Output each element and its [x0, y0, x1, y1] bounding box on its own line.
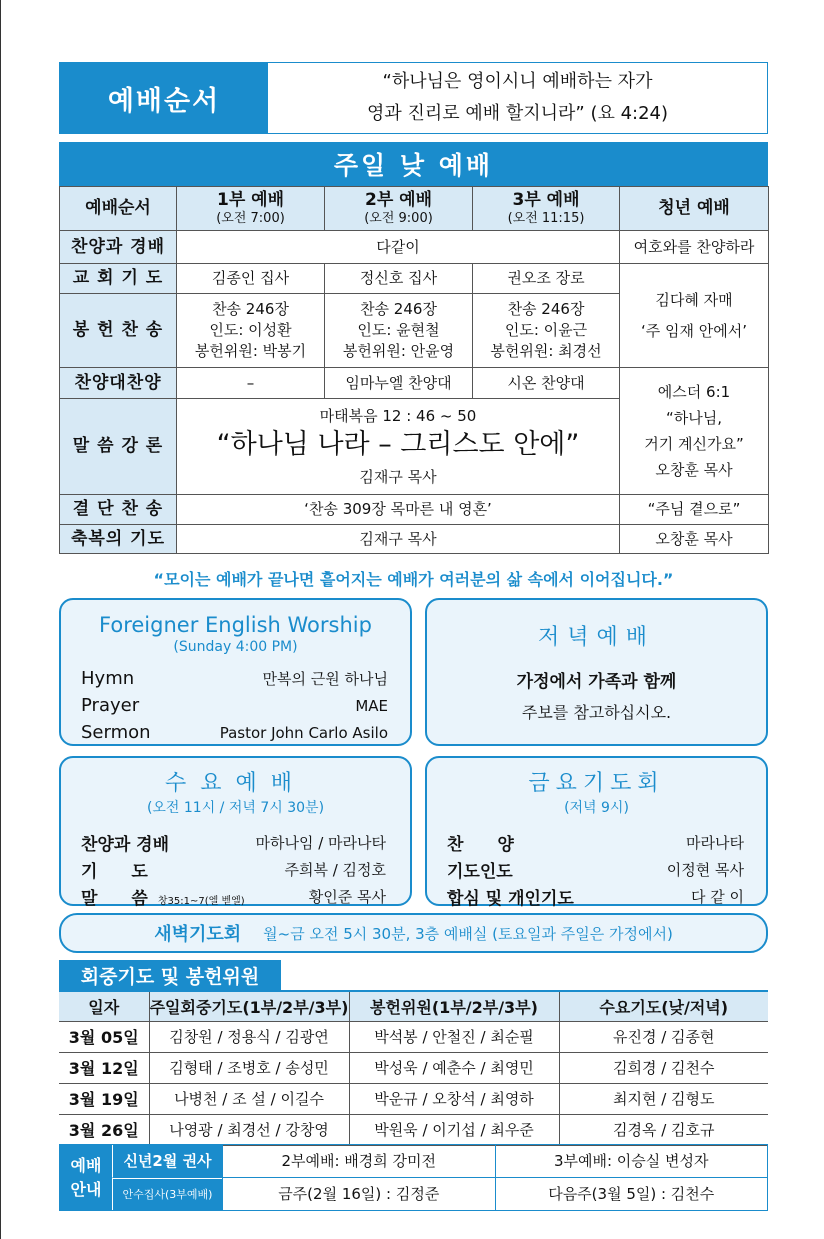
cell: 김희경 / 김천수: [559, 1052, 768, 1083]
wednesday-rows: [81, 829, 386, 910]
guide-cell: 3부예배: 이승실 변성자: [495, 1145, 768, 1178]
column-header: 1부 예배 (오전 7:00): [177, 187, 325, 231]
cell: 나영광 / 최경선 / 강창영: [149, 1114, 349, 1145]
cell: 박성욱 / 예춘수 / 최영민: [349, 1052, 559, 1083]
sermon-title: “하나님 나라 – 그리스도 안에”: [216, 428, 580, 460]
cell: –: [177, 368, 325, 399]
cell: 김종인 집사: [177, 264, 325, 294]
table-row: [60, 231, 769, 264]
cell-line: 찬송 246장: [212, 300, 289, 318]
cell-line: 오창훈 목사: [655, 461, 733, 479]
cell-line: 봉헌위원: 안윤영: [342, 342, 455, 360]
english-time: (Sunday 4:00 PM): [173, 639, 298, 655]
cell: 김창원 / 정용식 / 김광연: [149, 1021, 349, 1052]
english-title: Foreigner English Worship: [99, 613, 372, 637]
cell-line: ‘주 임재 안에서’: [640, 321, 747, 340]
column-header: 봉헌위원(1부/2부/3부): [349, 991, 559, 1021]
list-item: 찬 양 마라나타: [447, 834, 744, 855]
list-item: 합심 및 개인기도 다 같 이: [447, 888, 744, 909]
cell-line: 인도: 이성환: [209, 321, 292, 339]
sunday-table: [59, 186, 769, 554]
table-row: [60, 264, 769, 294]
list-item: Sermon Pastor John Carlo Asilo: [81, 722, 388, 743]
table-row: [60, 495, 769, 525]
row-label: 찬양대찬양: [60, 368, 177, 399]
cell: 3월 19일: [59, 1083, 149, 1114]
table-row: [60, 525, 769, 554]
guide-row-label: 신년2월 권사: [112, 1145, 222, 1178]
cell: 김형태 / 조병호 / 송성민: [149, 1052, 349, 1083]
column-header: 청년 예배: [620, 187, 769, 231]
row-label: 축복의 기도: [60, 525, 177, 554]
cell: [177, 294, 325, 368]
cell: 권오조 장로: [473, 264, 620, 294]
dawn-prayer-box: [59, 913, 768, 953]
evening-line: 주보를 참고하십시오.: [521, 703, 672, 722]
row-label: 말 씀 강 론: [60, 399, 177, 495]
wednesday-title: 수요예배: [164, 771, 306, 796]
cell: 박운규 / 오창석 / 최영하: [349, 1083, 559, 1114]
dawn-detail: 월~금 오전 5시 30분, 3층 예배실 (토요일과 주일은 가정에서): [263, 924, 673, 943]
row-label: 교 회 기 도: [60, 264, 177, 294]
column-header: 수요기도(낮/저녁): [559, 991, 768, 1021]
list-item: 기도인도 이정현 목사: [447, 861, 744, 882]
table-row: [59, 1052, 768, 1083]
cell: [473, 294, 620, 368]
column-header: 3부 예배 (오전 11:15): [473, 187, 620, 231]
row-label: 봉 헌 찬 송: [60, 294, 177, 368]
cell: 유진경 / 김종현: [559, 1021, 768, 1052]
row-label: 찬양과 경배: [60, 231, 177, 264]
cell-line: 인도: 이윤근: [504, 321, 588, 339]
cell: [620, 264, 769, 368]
cell: 박원욱 / 이기섭 / 최우준: [349, 1114, 559, 1145]
header-verse: [268, 63, 767, 133]
cell: 3월 05일: [59, 1021, 149, 1052]
worship-guide: [59, 1144, 768, 1211]
guide-label-line: 안내: [70, 1179, 102, 1199]
table-row: [60, 368, 769, 399]
guide-cell: 금주(2월 16일) : 김정준: [222, 1178, 495, 1211]
cell-line: 찬송 246장: [360, 300, 437, 318]
guide-row-label: 안수집사(3부예배): [112, 1178, 222, 1211]
cell: [177, 399, 620, 495]
cell-line: 찬송 246장: [507, 300, 585, 318]
cell-line: 봉헌위원: 최경선: [490, 342, 602, 360]
column-header: 주일회중기도(1부/2부/3부): [149, 991, 349, 1021]
evening-title: 저녁예배: [537, 625, 655, 650]
list-item: 찬양과 경배 마하나임 / 마라나타: [81, 834, 386, 855]
table-header-row: [60, 187, 769, 231]
friday-time: (저녁 9시): [564, 800, 629, 816]
wednesday-time: (오전 11시 / 저녁 7시 30분): [146, 800, 325, 816]
cell-line: 에스더 6:1: [657, 383, 731, 401]
cell: 여호와를 찬양하라: [620, 231, 769, 264]
cell-line: 인도: 윤현철: [357, 321, 440, 339]
english-worship-box: [59, 598, 412, 746]
table-row: [59, 1083, 768, 1114]
cell: 김경옥 / 김호규: [559, 1114, 768, 1145]
motto: “모이는 예배가 끝나면 흩어지는 예배가 여러분의 삶 속에서 이어집니다.”: [153, 570, 674, 589]
verse-line: 영과 진리로 예배 할지니라” (요 4:24): [366, 103, 669, 124]
row-label: 결 단 찬 송: [60, 495, 177, 525]
friday-prayer-box: [425, 756, 768, 909]
dawn-title: 새벽기도회: [154, 924, 242, 945]
cell: [325, 294, 473, 368]
cell: “주님 곁으로”: [620, 495, 769, 525]
cell: 최지현 / 김형도: [559, 1083, 768, 1114]
english-rows: [81, 665, 388, 746]
evening-worship-box: [425, 598, 768, 746]
guide-label: [60, 1145, 112, 1210]
list-item: Hymn 만복의 근원 하나님: [81, 668, 388, 689]
page-border: [0, 0, 1, 1239]
cell: 임마누엘 찬양대: [325, 368, 473, 399]
table-header-row: [59, 991, 768, 1021]
cell: 다같이: [177, 231, 620, 264]
guide-grid: [112, 1145, 767, 1210]
list-item: 말 씀 창35:1~7(엘 벧엘) 황인준 목사: [81, 888, 386, 909]
cell: 나병천 / 조 설 / 이길수: [149, 1083, 349, 1114]
column-header: 예배순서: [60, 187, 177, 231]
cell: [620, 368, 769, 495]
cell: 박석봉 / 안철진 / 최순필: [349, 1021, 559, 1052]
page-title: 예배순서: [60, 63, 268, 133]
wednesday-worship-box: [59, 756, 412, 909]
cell: 정신호 집사: [325, 264, 473, 294]
friday-title: 금요기도회: [528, 771, 665, 796]
cell: 3월 26일: [59, 1114, 149, 1145]
column-header: 일자: [59, 991, 149, 1021]
header: [59, 62, 768, 134]
prayer-table-title: 회중기도 및 봉헌위원: [59, 960, 281, 990]
cell-line: “하나님,: [665, 409, 722, 427]
cell-line: 봉헌위원: 박봉기: [194, 342, 307, 360]
cell-line: 거기 계신가요”: [644, 435, 744, 453]
cell: ‘찬송 309장 목마른 내 영혼’: [177, 495, 620, 525]
table-row: [59, 1021, 768, 1052]
cell-line: 김다혜 자매: [655, 290, 733, 309]
evening-line: 가정에서 가족과 함께: [516, 672, 677, 692]
list-item: Prayer MAE: [81, 695, 388, 716]
scripture: 마태복음 12 : 46 ~ 50: [319, 406, 477, 425]
column-header: 2부 예배 (오전 9:00): [325, 187, 473, 231]
table-row: [59, 1114, 768, 1145]
cell: 시온 찬양대: [473, 368, 620, 399]
cell: 오창훈 목사: [620, 525, 769, 554]
preacher: 김재구 목사: [359, 467, 437, 486]
guide-cell: 2부예배: 배경희 강미전: [222, 1145, 495, 1178]
guide-cell: 다음주(3월 5일) : 김천수: [495, 1178, 768, 1211]
cell: 3월 12일: [59, 1052, 149, 1083]
friday-rows: [447, 829, 744, 910]
verse-line: “하나님은 영이시니 예배하는 자가: [382, 71, 653, 92]
prayer-table: [59, 990, 768, 1146]
cell: 김재구 목사: [177, 525, 620, 554]
list-item: 기 도 주희복 / 김정호: [81, 861, 386, 882]
sunday-title: 주일 낮 예배: [59, 142, 768, 186]
guide-label-line: 예배: [70, 1155, 102, 1175]
